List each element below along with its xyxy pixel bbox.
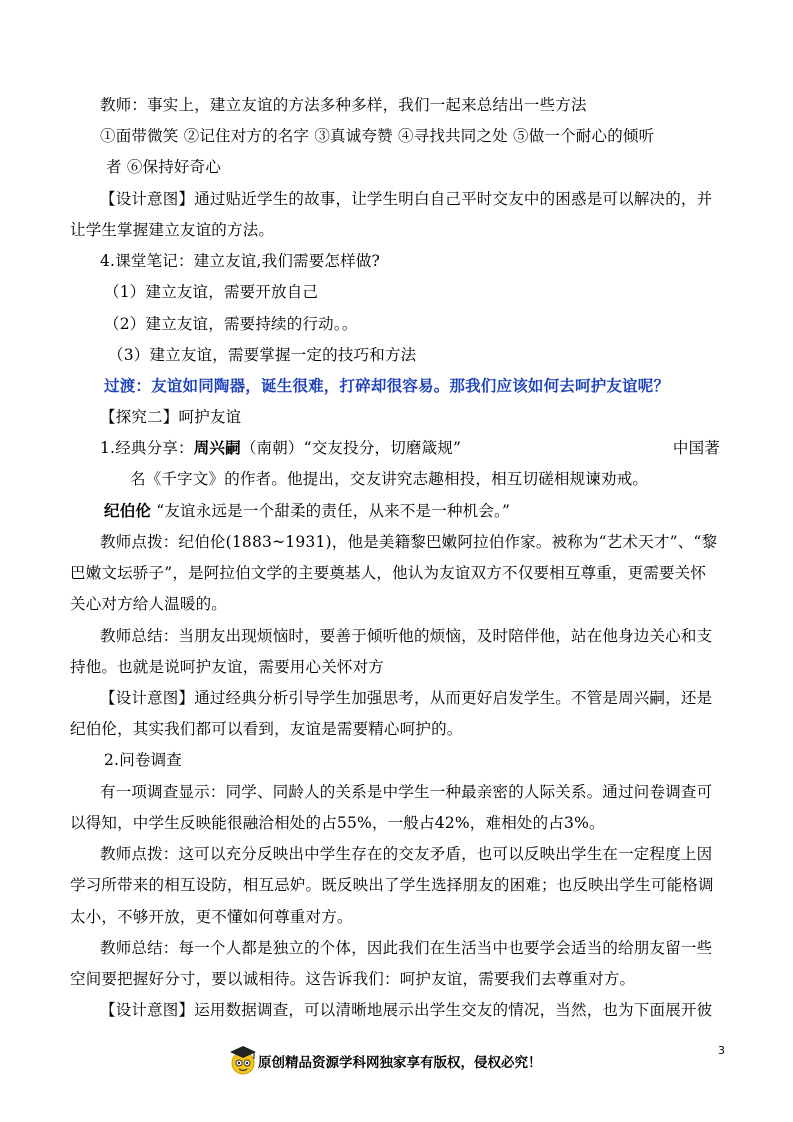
text-line: 教师总结：当朋友出现烦恼时，要善于倾听他的烦恼，及时陪伴他，站在他身边关心和支: [100, 627, 713, 645]
text-line: 2.问卷调查: [104, 751, 182, 769]
text-line: 空间要把握好分寸，要以诚相待。这告诉我们：呵护友谊，需要我们去尊重对方。: [70, 970, 636, 988]
text-line: 太小，不够开放，更不懂如何尊重对方。: [70, 908, 353, 926]
text-line: 【设计意图】运用数据调查，可以清晰地展示出学生交友的情况，当然，也为下面展开彼: [100, 1001, 713, 1019]
text-line: （3）建立友谊，需要掌握一定的技巧和方法: [108, 346, 417, 364]
text-line: 【设计意图】通过贴近学生的故事，让学生明白自己平时交友中的困惑是可以解决的，并: [100, 190, 713, 208]
section-heading: 【探究二】呵护友谊: [100, 408, 242, 426]
classic-share-line: [100, 437, 720, 459]
share-right: 中国著: [672, 439, 720, 457]
text-line: ①面带微笑 ②记住对方的名字 ③真诚夸赞 ④寻找共同之处 ⑤做一个耐心的倾听: [100, 127, 655, 145]
text-line: 者 ⑥保持好奇心: [106, 158, 222, 176]
text-line: （1）建立友谊，需要开放自己: [104, 283, 319, 301]
text-line: 名《千字文》的作者。他提出，交友讲究志趣相投，相互切磋相规谏劝戒。: [130, 470, 649, 488]
text-line: 教师点拨：纪伯伦(1883~1931)，他是美籍黎巴嫩阿拉伯作家。被称为“艺术天才”、“黎: [100, 533, 718, 551]
gibran-name: 纪伯伦: [104, 501, 152, 520]
text-line: （2）建立友谊，需要持续的行动。。: [104, 315, 358, 333]
text-line: 教师总结：每一个人都是独立的个体，因此我们在生活当中也要学会适当的给朋友留一些: [100, 939, 713, 957]
text-line: 4.课堂笔记：建立友谊,我们需要怎样做?: [100, 252, 381, 270]
scholar-logo-icon: [228, 1044, 258, 1080]
text-line: 让学生掌握建立友谊的方法。: [70, 221, 275, 239]
text-line: 关心对方给人温暖的。: [70, 595, 228, 613]
text-line: 纪伯伦，其实我们都可以看到，友谊是需要精心呵护的。: [70, 720, 463, 738]
page-number: 3: [718, 1044, 725, 1057]
transition-line: 过渡：友谊如同陶器，诞生很难，打碎却很容易。那我们应该如何去呵护友谊呢？: [104, 376, 670, 395]
text-line: 学习所带来的相互设防，相互忌妒。既反映出了学生选择朋友的困难；也反映出学生可能格调: [70, 876, 714, 894]
text-line: 有一项调查显示：同学、同龄人的关系是中学生一种最亲密的人际关系。通过问卷调查可: [100, 783, 713, 801]
gibran-quote: “友谊永远是一个甜柔的责任，从来不是一种机会。”: [151, 502, 511, 520]
text-line: 【设计意图】通过经典分析引导学生加强思考，从而更好启发学生。不管是周兴嗣，还是: [100, 689, 713, 707]
share-rest: （南朝）“交友投分，切磨箴规”: [240, 439, 462, 457]
text-line: 巴嫩文坛骄子”，是阿拉伯文学的主要奠基人，他认为友谊双方不仅要相互尊重，更需要关怀: [70, 564, 707, 582]
text-line: 教师：事实上，建立友谊的方法多种多样，我们一起来总结出一些方法: [100, 96, 587, 114]
text-line: 持他。也就是说呵护友谊，需要用心关怀对方: [70, 658, 385, 676]
gibran-quote-line: [104, 500, 510, 522]
share-prefix: 1.经典分享：: [100, 439, 194, 457]
text-line: 以得知，中学生反映能很融洽相处的占55%，一般占42%，难相处的占3%。: [70, 814, 605, 832]
share-name: 周兴嗣: [193, 438, 241, 457]
text-line: 教师点拨：这可以充分反映出中学生存在的交友矛盾，也可以反映出学生在一定程度上因: [100, 845, 713, 863]
footer-copyright: 原创精品资源学科网独家享有版权，侵权必究！: [258, 1055, 542, 1071]
